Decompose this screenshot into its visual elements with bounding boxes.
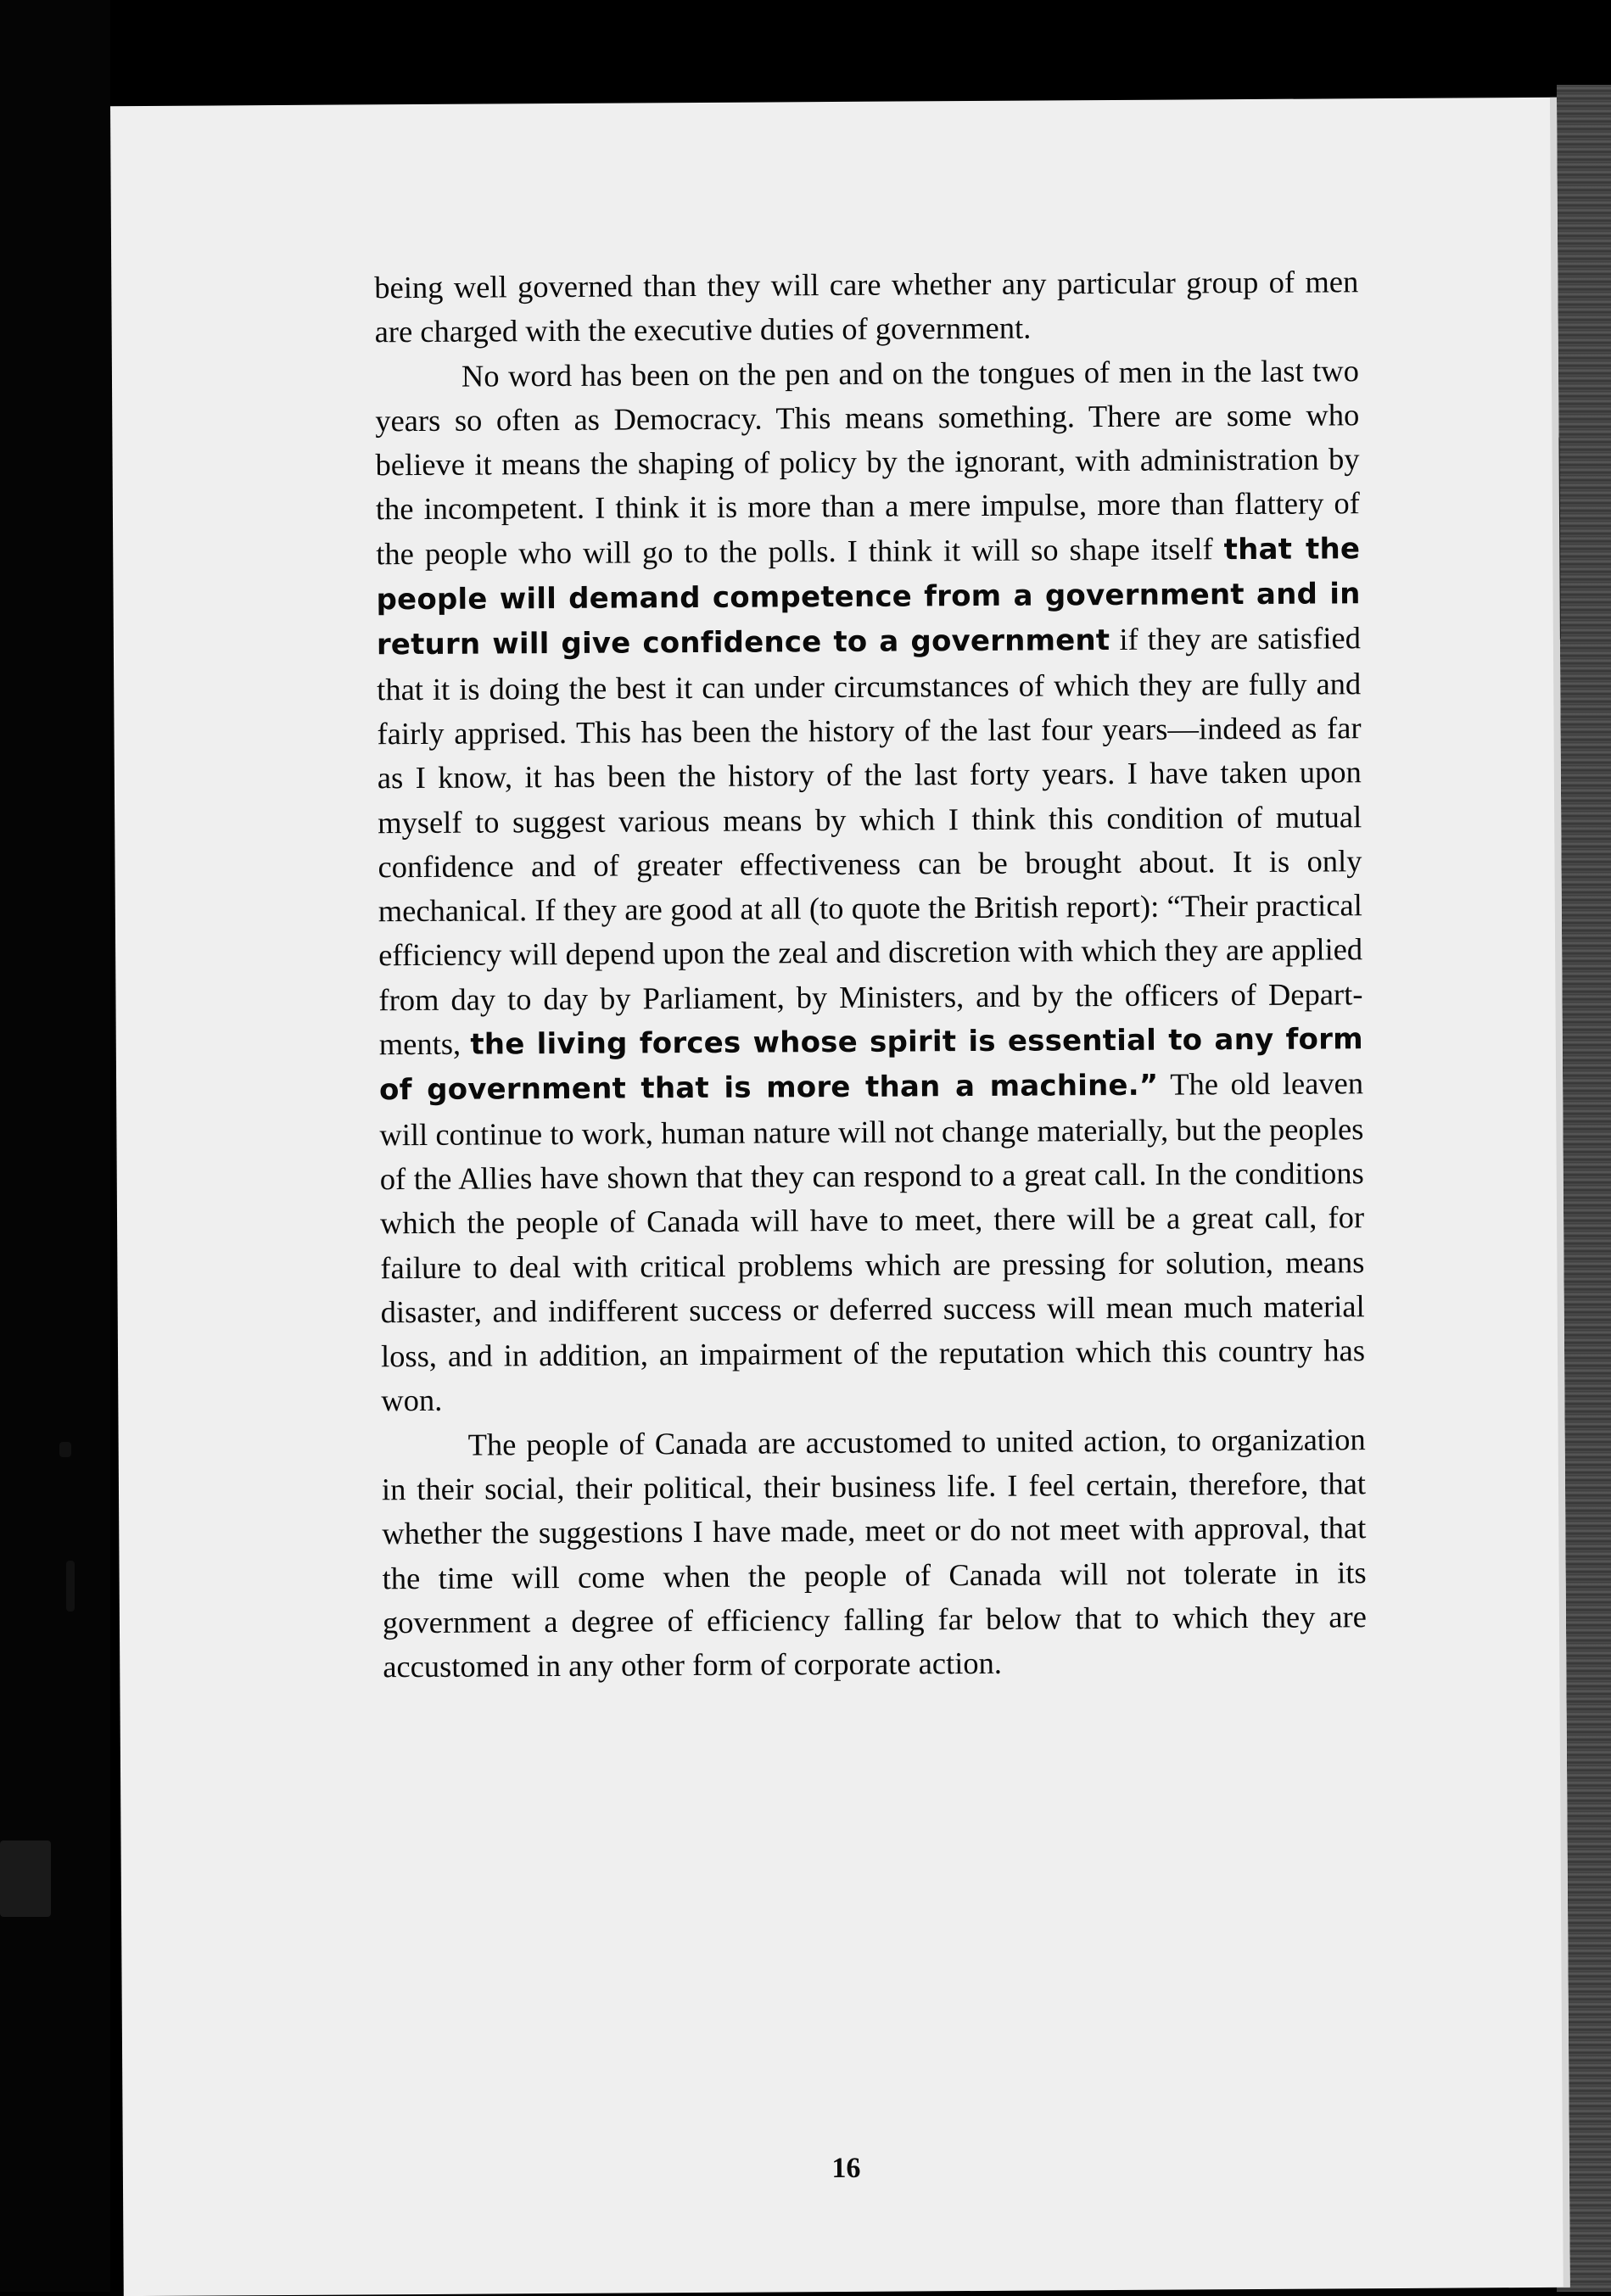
bold-text-run: that the people will demand competence from a government and in return will give confidence to a government <box>376 531 1361 662</box>
text-run: No word has been on the pen and on the tongues of men in the last two years so often as Democracy. This means something. There are some who believe it means the shaping of policy by the ignorant, with administration by the incompetent. I think it is more than a mere impulse, more than flattery of the people who will go to the polls. I think it will so shape itself <box>375 352 1361 572</box>
paragraph <box>374 260 1359 355</box>
text-run: The people of Canada are accustomed to united action, to organization in their social, their political, their business life. I feel certain, therefore, that whether the suggestions I have made, meet or do not meet with approval, that the time will come when the people of Canada will not tolerate in its government a degree of efficiency falling far below that to which they are accustomed in any other form of corporate action. <box>381 1421 1368 1684</box>
document-page <box>110 98 1570 2296</box>
scan-artifact <box>0 1841 51 1917</box>
text-run: being well governed than they will care whether any particular group of men are charged with the executive duties of government. <box>374 264 1359 349</box>
text-run: if they are satisfied that it is doing the best it can under circumstances of which they are fully and fairly apprised. This has been the history of the last four years—indeed as far as I know, it has been the history of the last forty years. I have taken upon myself to suggest various means by which I think this condition of mutual confidence and of greater effectiveness can be brought about. It is only mechanical. If they are good at all (to quote the British report): “Their practical efficiency will depend upon the zeal and discretion with which they are applied from day to day by Parliament, by Ministers, and by the officers of Departments, <box>377 620 1363 1062</box>
scan-artifact <box>66 1561 75 1612</box>
scan-left-margin <box>0 0 110 2292</box>
scan-artifact <box>59 1442 71 1457</box>
bold-text-run: the living forces whose spirit is essential to any form of government that is more than a machine.” <box>378 1022 1363 1108</box>
paragraph <box>382 1417 1368 1690</box>
page-number: 16 <box>831 2152 861 2185</box>
paragraph <box>375 349 1366 1423</box>
body-text <box>374 260 1367 1690</box>
text-run: The old leaven will continue to work, human nature will not change materially, but the peoples of the Allies have shown that they can respond to a great call. In the conditions which the people of Canada will have to meet, there will be a great call, for failure to deal with critical problems which are pressing for solution, means disaster, and indifferent success or deferred success will mean much material loss, and in addition, an impairment of the reputation which this country has won. <box>379 1065 1366 1418</box>
